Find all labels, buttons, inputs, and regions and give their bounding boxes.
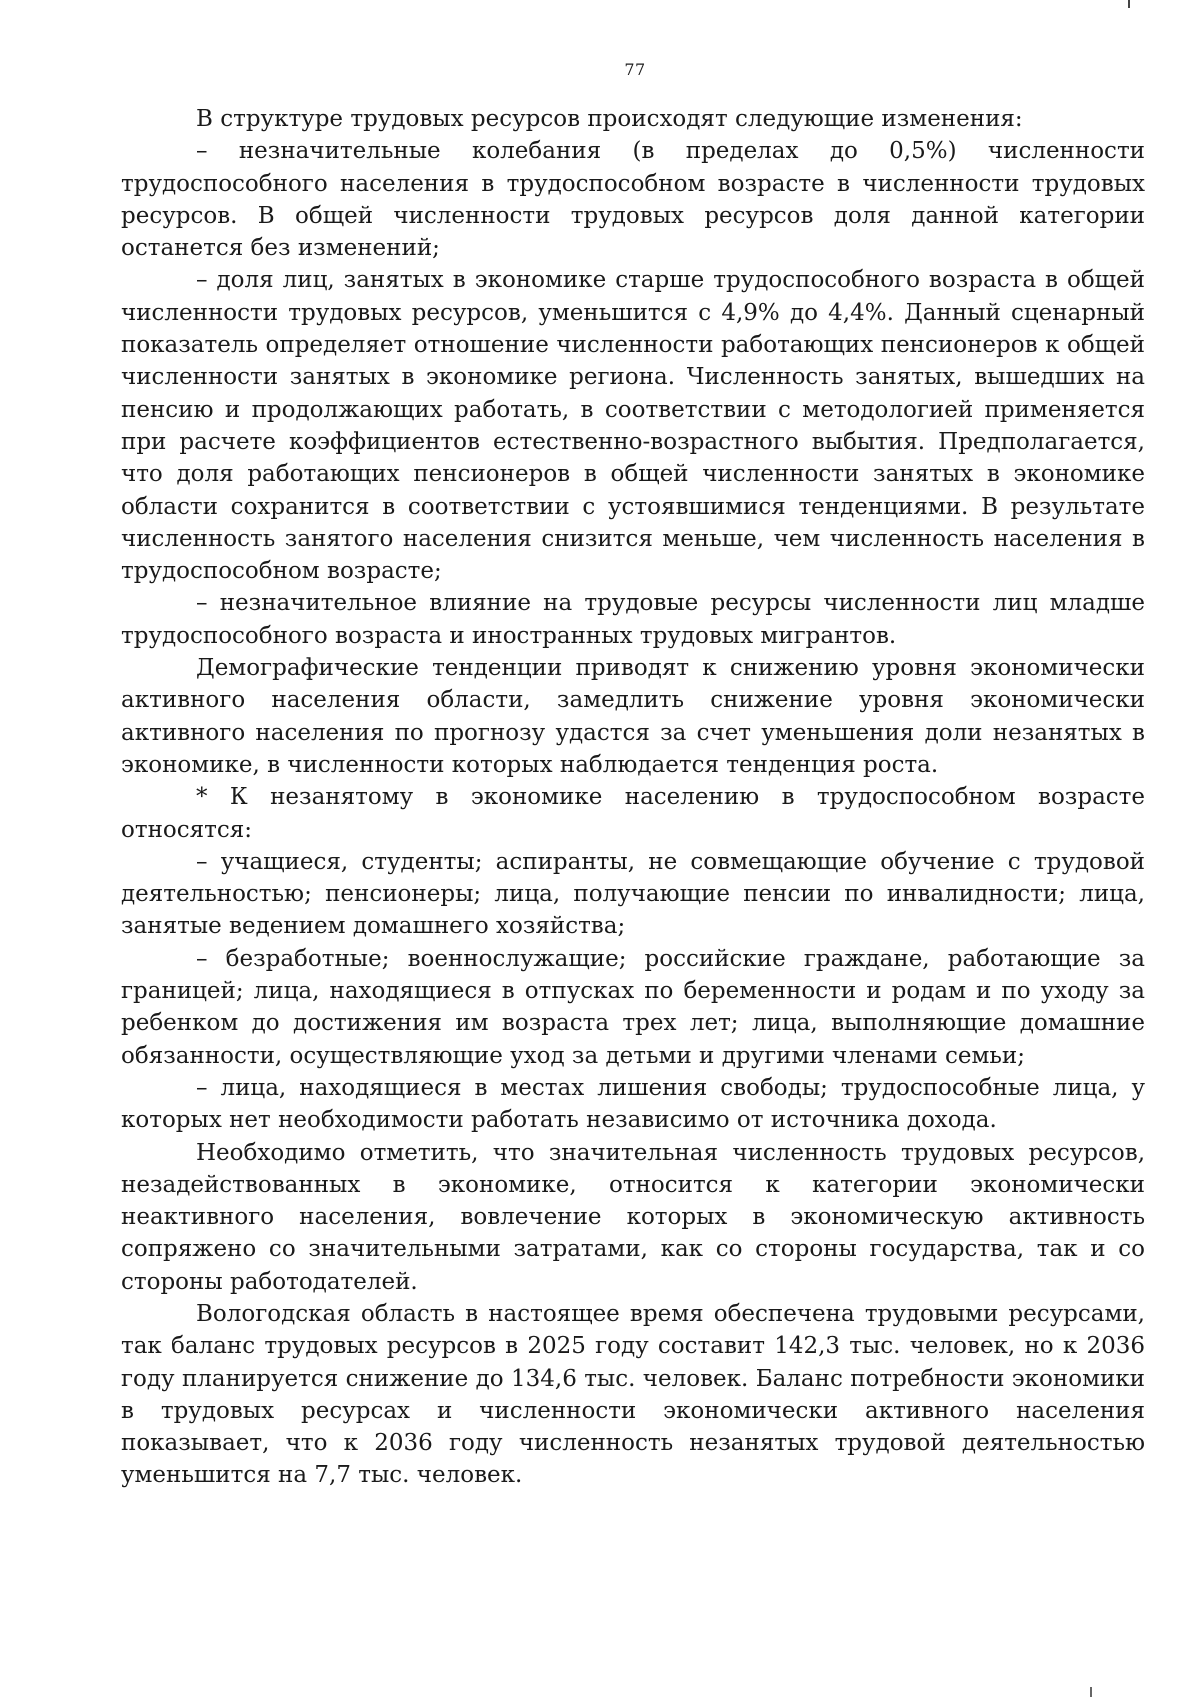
page-number: 77 [624, 60, 646, 79]
paragraph-list-item-able-bodied: – незначительные колебания (в пределах до 0,5%) численности трудоспособного населения в трудоспособном возрасте в численности трудовых ресурсов. В общей численности трудовых ресурсов доля данной категории останется без изменений; [121, 138, 1145, 262]
scan-mark [1128, 0, 1130, 8]
body-text [121, 103, 1145, 1492]
paragraph-list-item-students: – учащиеся, студенты; аспиранты, не совмещающие обучение с трудовой деятельностью; пенсионеры; лица, получающие пенсии по инвалидности; лица, занятые ведением домашнего хозяйства; [121, 848, 1145, 940]
paragraph-vologda-balance: Вологодская область в настоящее время обеспечена трудовыми ресурсами, так баланс трудовых ресурсов в 2025 году составит 142,3 тыс. человек, но к 2036 году планируется снижение до 134,6 тыс. человек. Баланс потребности экономики в трудовых ресурсах и численности экономически активного населения показывает, что к 2036 году численность незанятых трудовой деятельностью уменьшится на 7,7 тыс. человек. [121, 1300, 1145, 1489]
paragraph-intro: В структуре трудовых ресурсов происходят следующие изменения: [196, 106, 1023, 132]
paragraph-demographic-trends: Демографические тенденции приводят к снижению уровня экономически активного населения области, замедлить снижение уровня экономически активного населения по прогнозу удастся за счет уменьшения доли незанятых в экономике, в численности которых наблюдается тенденция роста. [121, 655, 1145, 778]
paragraph-list-item-minors-migrants: – незначительное влияние на трудовые ресурсы численности лиц младше трудоспособного возраста и иностранных трудовых мигрантов. [121, 590, 1145, 649]
paragraph-list-item-prisoners: – лица, находящиеся в местах лишения свободы; трудоспособные лица, у которых нет необходимости работать независимо от источника дохода. [121, 1074, 1145, 1134]
paragraph-inactive-population: Необходимо отметить, что значительная численность трудовых ресурсов, незадействованных в экономике, относится к категории экономически неактивного населения, вовлечение которых в экономическую активность сопряжено со значительными затратами, как со стороны государства, так и со стороны работодателей. [121, 1139, 1145, 1295]
scan-mark [1090, 1687, 1092, 1697]
paragraph-list-item-jobless: – безработные; военнослужащие; российские граждане, работающие за границей; лица, находящиеся в отпусках по беременности и родам и по уходу за ребенком до достижения им возраста трех лет; лица, выполняющие домашние обязанности, осуществляющие уход за детьми и другими членами семьи; [121, 945, 1145, 1069]
paragraph-list-item-pensioners: – доля лиц, занятых в экономике старше трудоспособного возраста в общей численности трудовых ресурсов, уменьшится с 4,9% до 4,4%. Данный сценарный показатель определяет отношение численности работающих пенсионеров к общей численности занятых в экономике региона. Численность занятых, вышедших на пенсию и продолжающих работать, в соответствии с методологией применяется при расчете коэффициентов естественно-возрастного выбытия. Предполагается, что доля работающих пенсионеров в общей численности занятых в экономике области сохранится в соответствии с устоявшимися тенденциями. В результате численность занятого населения снизится меньше, чем численность населения в трудоспособном возрасте; [121, 267, 1145, 585]
paragraph-footnote-unemployed: * К незанятому в экономике населению в трудоспособном возрасте относятся: [121, 784, 1145, 843]
